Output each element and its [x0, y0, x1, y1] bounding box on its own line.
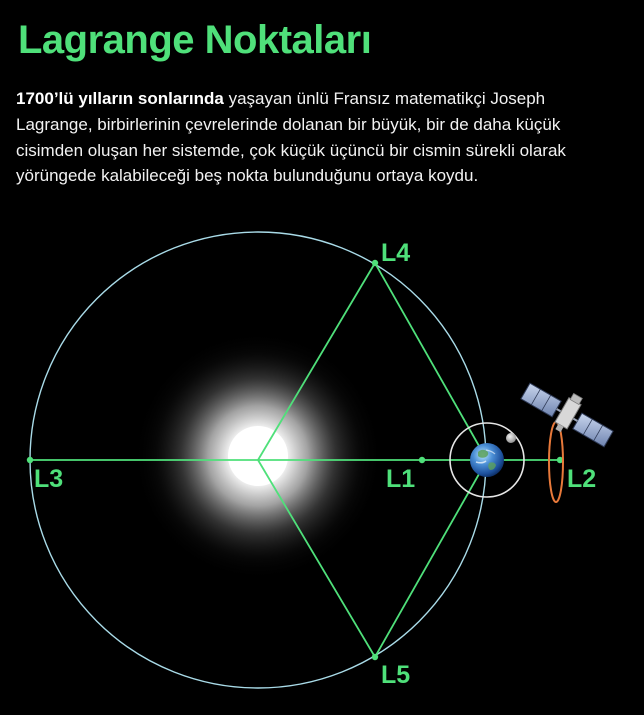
l4-point [372, 260, 378, 266]
l2-label: L2 [567, 465, 597, 493]
intro-lead: 1700’lü yılların sonlarında [16, 89, 224, 108]
line-l4-earth [375, 263, 487, 460]
intro-text: yaşayan ünlü Fransız matematikçi Joseph Lagrange, birbirlerinin çevrelerinde dolanan bir büyük, bir de daha küçük cisimden oluşan her sistemde, çok küçük üçüncü bir cismin sürekli olarak yörüngede kalabileceği beş nokta bulunduğunu ortaya koydu. [16, 89, 566, 186]
l3-point [27, 457, 33, 463]
satellite-icon [516, 372, 619, 455]
sun [228, 426, 288, 486]
l5-label: L5 [381, 661, 411, 689]
l4-label: L4 [381, 239, 411, 267]
l1-point [419, 457, 425, 463]
moon [506, 433, 516, 443]
l5-point [372, 654, 378, 660]
l3-label: L3 [34, 465, 64, 493]
earth [470, 443, 504, 477]
page-title: Lagrange Noktaları [18, 18, 372, 62]
l1-label: L1 [386, 465, 416, 493]
